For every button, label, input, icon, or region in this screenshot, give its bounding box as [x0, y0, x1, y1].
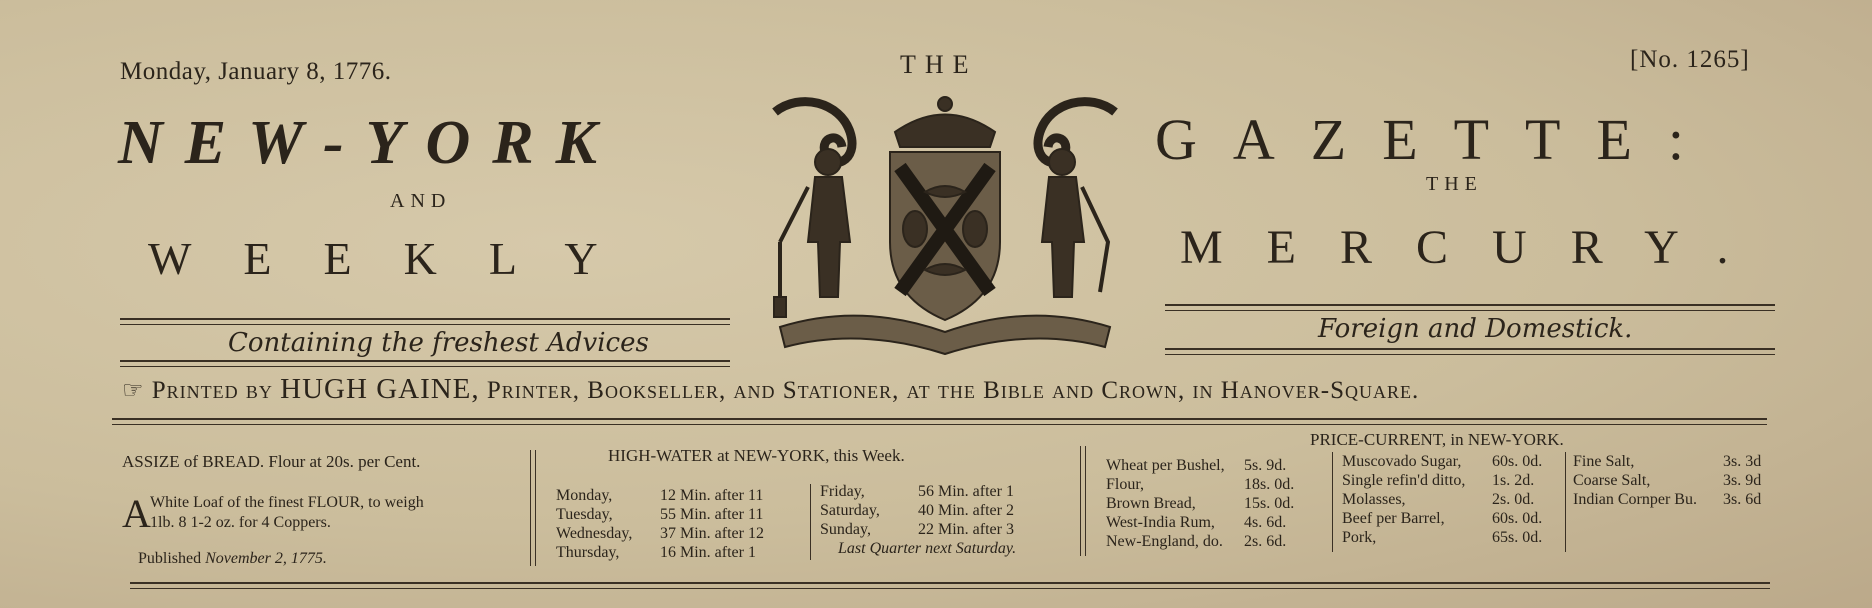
assize-published	[138, 550, 327, 568]
title-and: AND	[390, 190, 452, 212]
price-col-2	[1342, 452, 1542, 547]
imprint-printed-by: Printed by	[151, 377, 273, 404]
rule-under-imprint-thin	[112, 424, 1767, 425]
divider-price-2	[1565, 452, 1566, 552]
royal-coat-of-arms-emblem	[770, 92, 1120, 364]
rule-under-imprint	[112, 418, 1767, 420]
high-water-row: Saturday, 40 Min. after 2	[820, 502, 1014, 519]
high-water-row: Sunday, 22 Min. after 3	[820, 521, 1014, 538]
assize-published-label: Published	[138, 550, 202, 567]
high-water-right-table	[820, 482, 1016, 558]
price-current-heading: PRICE-CURRENT, in NEW-YORK.	[1310, 430, 1564, 449]
issue-number: [No. 1265]	[1630, 46, 1750, 73]
rule-lower-right-thin	[1165, 354, 1775, 355]
divider-1b	[535, 450, 536, 566]
rule-upper-left-thin	[120, 324, 730, 325]
price-row: Brown Bread, 15s. 0d.	[1106, 495, 1295, 512]
price-row: Muscovado Sugar, 60s. 0d.	[1342, 453, 1543, 470]
title-new-york: NEW-YORK	[118, 109, 619, 177]
title-the-mid: THE	[1426, 173, 1483, 195]
rule-bottom	[130, 582, 1770, 584]
price-col-1	[1106, 456, 1294, 551]
rule-lower-right	[1165, 348, 1775, 350]
assize-line-1: White Loaf of the finest FLOUR, to weigh	[150, 494, 424, 511]
price-row: Flour, 18s. 0d.	[1106, 476, 1295, 493]
rule-upper-left	[120, 318, 730, 320]
price-col-3	[1573, 452, 1761, 509]
divider-price-1	[1332, 452, 1333, 552]
price-row: Coarse Salt, 3s. 9d	[1573, 472, 1762, 489]
high-water-row: Thursday, 16 Min. after 1	[556, 544, 756, 561]
subtitle-left: Containing the freshest Advices	[228, 328, 649, 358]
price-row: West-India Rum, 4s. 6d.	[1106, 514, 1287, 531]
high-water-note: Last Quarter next Saturday.	[838, 540, 1017, 557]
high-water-row: Wednesday, 37 Min. after 12	[556, 525, 764, 542]
imprint-address: Printer, Bookseller, and Stationer, at the Bible and Crown, in Hanover-Square.	[486, 377, 1420, 404]
subtitle-right: Foreign and Domestick.	[1318, 314, 1633, 344]
rule-lower-left	[120, 360, 730, 362]
title-gazette: GAZETTE:	[1155, 107, 1721, 172]
rule-upper-right	[1165, 304, 1775, 306]
price-row: Fine Salt, 3s. 3d	[1573, 453, 1762, 470]
pointing-hand-icon: ☞	[122, 378, 145, 404]
imprint-printer-name: HUGH GAINE,	[280, 373, 480, 405]
price-row: Pork, 65s. 0d.	[1342, 529, 1543, 546]
assize-published-date: November 2, 1775.	[205, 550, 327, 567]
price-row: Beef per Barrel, 60s. 0d.	[1342, 510, 1543, 527]
rule-upper-right-thin	[1165, 310, 1775, 311]
assize-dropcap: A	[122, 491, 151, 536]
divider-1	[530, 450, 531, 566]
high-water-row: Tuesday, 55 Min. after 11	[556, 506, 764, 523]
title-mercury: MERCURY.	[1180, 221, 1773, 274]
high-water-heading: HIGH-WATER at NEW-YORK, this Week.	[608, 446, 905, 465]
price-row: Indian Cornper Bu. 3s. 6d	[1573, 491, 1762, 508]
title-the-top: THE	[900, 50, 978, 79]
imprint-line	[122, 373, 1419, 406]
high-water-left-table	[556, 486, 764, 562]
divider-2b	[1085, 446, 1086, 556]
high-water-row: Monday, 12 Min. after 11	[556, 487, 764, 504]
divider-2	[1080, 446, 1081, 556]
issue-date: Monday, January 8, 1776.	[120, 58, 392, 85]
title-weekly: WEEKLY	[148, 233, 650, 284]
price-row: Single refin'd ditto, 1s. 2d.	[1342, 472, 1535, 489]
rule-lower-left-thin	[120, 366, 730, 367]
high-water-row: Friday, 56 Min. after 1	[820, 483, 1014, 500]
price-row: New-England, do. 2s. 6d.	[1106, 533, 1287, 550]
divider-high-water	[810, 484, 811, 560]
price-row: Molasses, 2s. 0d.	[1342, 491, 1535, 508]
rule-bottom-thin	[130, 588, 1770, 589]
assize-line-2: 1lb. 8 1-2 oz. for 4 Coppers.	[150, 514, 331, 531]
assize-heading: ASSIZE of BREAD. Flour at 20s. per Cent.	[122, 452, 421, 471]
price-row: Wheat per Bushel, 5s. 9d.	[1106, 457, 1287, 474]
